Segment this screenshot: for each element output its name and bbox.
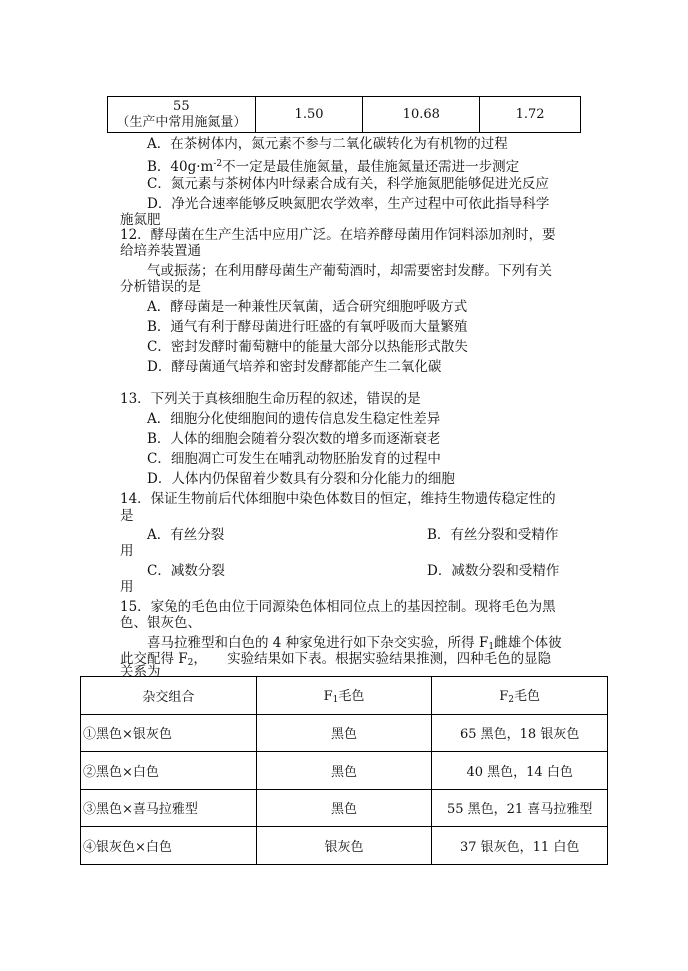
table-cell: 1.72 — [480, 97, 581, 133]
subscript: 2 — [508, 695, 515, 706]
q15-stem: 15．家兔的毛色由位于同源染色体相同位点上的基因控制。现将毛色为黑 — [120, 599, 556, 615]
table-row — [81, 827, 608, 865]
table-header-row — [81, 677, 608, 715]
q11-option-b — [147, 156, 519, 175]
table-row — [81, 752, 608, 790]
q11-option-d-cont: 施氮肥 — [120, 212, 161, 228]
cell-f1: 银灰色 — [256, 827, 432, 865]
cell-f1: 黑色 — [256, 789, 432, 827]
cell-cross: ④银灰色×白色 — [81, 827, 257, 865]
cell-f2: 40 黑色，14 白色 — [432, 752, 608, 790]
q14-option-b: B．有丝分裂和受精作 — [427, 527, 559, 543]
q11-option-a: A．在茶树体内，氮元素不参与二氧化碳转化为有机物的过程 — [147, 136, 508, 152]
cell-cross: ②黑色×白色 — [81, 752, 257, 790]
cell-line: （生产中常用施氮量） — [116, 114, 247, 130]
cell-line: 55 — [173, 98, 190, 114]
q13-stem: 13．下列关于真核细胞生命历程的叙述，错误的是 — [120, 391, 421, 407]
q14-option-d-cont: 用 — [120, 579, 134, 595]
q14-stem: 14．保证生物前后代体细胞中染色体数目的恒定，维持生物遗传稳定性的 — [120, 491, 556, 507]
table-row — [108, 97, 581, 133]
cell-f2: 65 黑色，18 银灰色 — [432, 714, 608, 752]
text-span: F — [499, 689, 509, 705]
q12-option-a: A．酵母菌是一种兼性厌氧菌，适合研究细胞呼吸方式 — [147, 299, 468, 315]
q14-option-c: C．减数分裂 — [147, 563, 225, 579]
header-f2 — [432, 677, 608, 715]
q13-option-d: D．人体内仍保留着少数具有分裂和分化能力的细胞 — [147, 471, 455, 487]
text-span: ， 实验结果如下表。根据实验结果推测，四种毛色的显隐 — [193, 651, 552, 667]
q14-stem: 是 — [120, 508, 134, 524]
text-span: 此交配得 F — [120, 651, 188, 667]
table-cell: 1.50 — [255, 97, 363, 133]
q15-stem: 色、银灰色、 — [120, 615, 201, 631]
subscript: 2 — [187, 658, 194, 668]
text-span: B．40g·m — [147, 159, 214, 175]
q11-option-d: D．净光合速率能够反映氮肥农学效率，生产过程中可依此指导科学 — [147, 196, 550, 212]
q15-stem — [120, 651, 551, 671]
q14-option-b-cont: 用 — [120, 543, 134, 559]
subscript: 1 — [332, 695, 339, 706]
cell-cross: ③黑色×喜马拉雅型 — [81, 789, 257, 827]
nitrogen-table — [107, 96, 581, 133]
cell-f2: 37 银灰色，11 白色 — [432, 827, 608, 865]
cell-cross: ①黑色×银灰色 — [81, 714, 257, 752]
header-cross: 杂交组合 — [81, 677, 257, 715]
cell-f2: 55 黑色，21 喜马拉雅型 — [432, 789, 608, 827]
q11-option-c: C．氮元素与茶树体内叶绿素合成有关，科学施氮肥能够促进光反应 — [147, 176, 549, 192]
q13-option-c: C．细胞凋亡可发生在哺乳动物胚胎发育的过程中 — [147, 451, 441, 467]
cell-f1: 黑色 — [256, 714, 432, 752]
subscript: 1 — [488, 642, 495, 652]
q15-stem: 关系为 — [120, 664, 161, 680]
q13-option-a: A．细胞分化使细胞间的遗传信息发生稳定性差异 — [147, 411, 441, 427]
cross-table — [80, 676, 608, 865]
table-cell: 10.68 — [363, 97, 480, 133]
q12-stem: 12．酵母菌在生产生活中应用广泛。在培养酵母菌用作饲料添加剂时，要 — [120, 227, 556, 243]
q13-option-b: B．人体的细胞会随着分裂次数的增多而逐渐衰老 — [147, 431, 441, 447]
text-span: 毛色 — [514, 689, 541, 705]
table-row — [81, 789, 608, 827]
q12-stem: 分析错误的是 — [120, 279, 201, 295]
q12-option-b: B．通气有利于酵母菌进行旺盛的有氧呼吸而大量繁殖 — [147, 319, 468, 335]
q12-option-c: C．密封发酵时葡萄糖中的能量大部分以热能形式散失 — [147, 339, 468, 355]
text-span: 毛色 — [338, 689, 365, 705]
q12-stem: 给培养装置通 — [120, 243, 201, 259]
q14-option-d: D．减数分裂和受精作 — [427, 563, 560, 579]
text-span: 喜马拉雅型和白色的 4 种家兔进行如下杂交实验，所得 F — [147, 635, 489, 651]
q14-option-a: A．有丝分裂 — [147, 527, 225, 543]
q12-stem: 气或振荡；在利用酵母菌生产葡萄酒时，却需要密封发酵。下列有关 — [147, 263, 552, 279]
table-row — [81, 714, 608, 752]
q12-option-d: D．酵母菌通气培养和密封发酵都能产生二氧化碳 — [147, 359, 442, 375]
cell-f1: 黑色 — [256, 752, 432, 790]
header-f1 — [256, 677, 432, 715]
text-span: F — [323, 689, 333, 705]
superscript: -2 — [213, 159, 223, 169]
text-span: 雌雄个体彼 — [494, 635, 562, 651]
table-cell — [108, 97, 256, 133]
text-span: 不一定是最佳施氮量，最佳施氮量还需进一步测定 — [222, 159, 520, 175]
